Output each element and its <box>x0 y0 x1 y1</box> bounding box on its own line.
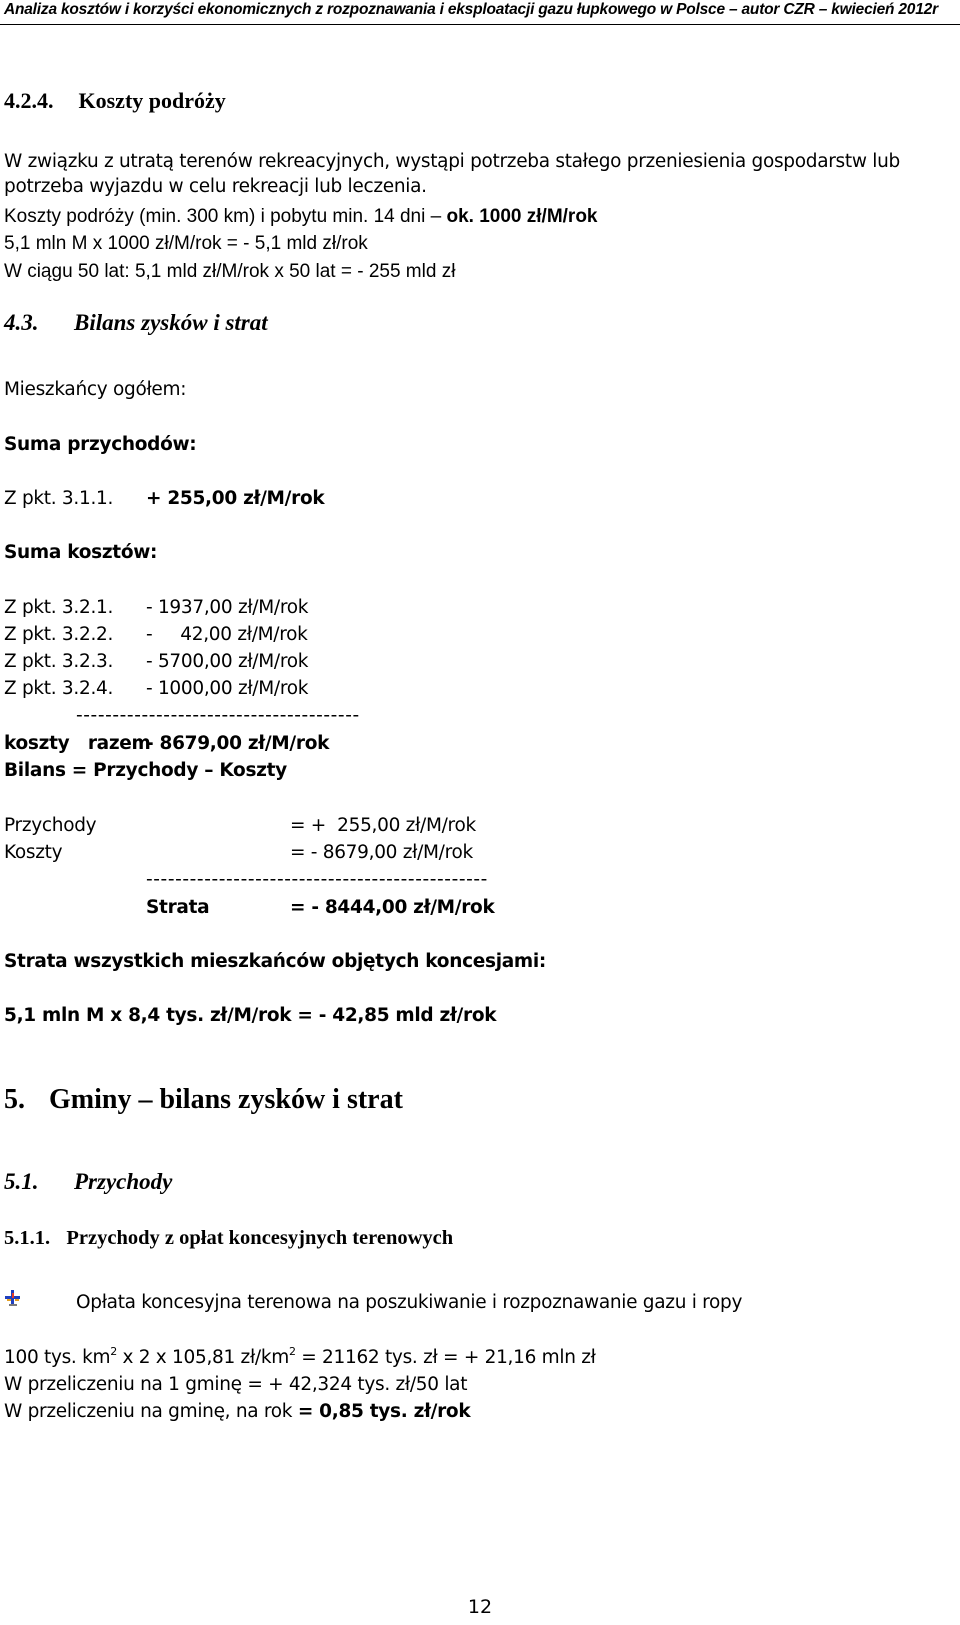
dashed-separator: --------------------------------------- <box>76 705 360 726</box>
section-title: Przychody z opłat koncesyjnych terenowych <box>66 1227 454 1249</box>
cost-item-label: Z pkt. 3.2.4. <box>4 678 114 699</box>
section-number: 5. <box>4 1084 25 1115</box>
section-heading-5-1-1 <box>4 1227 453 1250</box>
bullet-text: Opłata koncesyjna terenowa na poszukiwanie i rozpoznawanie gazu i ropy <box>76 1292 743 1313</box>
cost-item-label: Z pkt. 3.2.1. <box>4 597 114 618</box>
loss-value: = - 8444,00 zł/M/rok <box>290 897 495 918</box>
section-title: Przychody <box>74 1169 173 1194</box>
calc-line: W przeliczeniu na 1 gminę = + 42,324 tys. zł/50 lat <box>4 1374 468 1395</box>
calc-part: 100 tys. km <box>4 1347 111 1368</box>
cost-item-value: - 1000,00 zł/M/rok <box>146 678 309 699</box>
section-number: 4.3. <box>4 310 39 335</box>
residents-label: Mieszkańcy ogółem: <box>4 379 187 400</box>
section-heading-4-3 <box>4 310 268 336</box>
section-heading-5 <box>4 1084 403 1116</box>
cost-item-label: Z pkt. 3.2.2. <box>4 624 114 645</box>
total-cost-value: - 8679,00 zł/M/rok <box>146 733 330 754</box>
calc-part: x 2 x 105,81 zł/km <box>116 1347 289 1368</box>
header-rule <box>0 24 960 25</box>
balance-formula: Bilans = Przychody – Koszty <box>4 760 287 781</box>
calc-result: = 0,85 tys. zł/rok <box>297 1401 471 1422</box>
total-cost-label: koszty razem <box>4 733 151 754</box>
cost-sum-label: Suma kosztów: <box>4 542 158 563</box>
section-number: 4.2.4. <box>4 88 54 113</box>
cost-item-value: - 5700,00 zł/M/rok <box>146 651 309 672</box>
dashed-separator: ----------------------------------------------- <box>146 869 488 890</box>
calc-part: = 21162 tys. zł = + 21,16 mln zł <box>295 1347 596 1368</box>
travel-cost-value: ok. 1000 zł/M/rok <box>446 206 598 227</box>
section-heading-4-2-4 <box>4 88 226 114</box>
paragraph-line: potrzeba wyjazdu w celu rekreacji lub leczenia. <box>4 176 427 197</box>
balance-revenue-value: = + 255,00 zł/M/rok <box>290 815 476 836</box>
all-residents-loss-calc: 5,1 mln M x 8,4 tys. zł/M/rok = - 42,85 mld zł/rok <box>4 1005 497 1026</box>
section-heading-5-1 <box>4 1169 172 1195</box>
section-title: Bilans zysków i strat <box>74 310 268 335</box>
section-title: Gminy – bilans zysków i strat <box>49 1084 403 1115</box>
paragraph-line <box>4 206 598 228</box>
section-title: Koszty podróży <box>78 88 226 113</box>
revenue-item-value: + 255,00 zł/M/rok <box>146 488 325 509</box>
revenue-sum-label: Suma przychodów: <box>4 434 197 455</box>
loss-label: Strata <box>146 897 210 918</box>
calc-part: W przeliczeniu na gminę, na rok <box>4 1401 298 1422</box>
travel-cost-text: Koszty podróży (min. 300 km) i pobytu min. 14 dni – <box>4 206 447 227</box>
cost-item-value: - 42,00 zł/M/rok <box>146 624 308 645</box>
cost-item-value: - 1937,00 zł/M/rok <box>146 597 309 618</box>
paragraph-line: W ciągu 50 lat: 5,1 mld zł/M/rok x 50 lat = - 255 mld zł <box>4 261 456 282</box>
section-number: 5.1. <box>4 1169 39 1194</box>
page-number: 12 <box>467 1596 493 1618</box>
running-header: Analiza kosztów i korzyści ekonomicznych z rozpoznawania i eksploatacji gazu łupkowego w Polsce – autor CZR – kwiecień 2012r <box>4 1 938 18</box>
paragraph-line: 5,1 mln M x 1000 zł/M/rok = - 5,1 mld zł/rok <box>4 233 368 254</box>
paragraph-line: W związku z utratą terenów rekreacyjnych, wystąpi potrzeba stałego przeniesienia gospodarstw lub <box>4 151 900 172</box>
superscript: 2 <box>288 1345 296 1358</box>
superscript: 2 <box>110 1345 117 1358</box>
balance-cost-label: Koszty <box>4 842 63 863</box>
balance-revenue-label: Przychody <box>4 815 97 836</box>
calc-line <box>4 1401 470 1422</box>
cost-item-label: Z pkt. 3.2.3. <box>4 651 114 672</box>
all-residents-loss-label: Strata wszystkich mieszkańców objętych koncesjami: <box>4 951 547 972</box>
section-number: 5.1.1. <box>4 1227 51 1249</box>
balance-cost-value: = - 8679,00 zł/M/rok <box>290 842 473 863</box>
revenue-item-label: Z pkt. 3.1.1. <box>4 488 114 509</box>
calc-line <box>4 1347 596 1368</box>
bullet-icon <box>4 1290 24 1308</box>
